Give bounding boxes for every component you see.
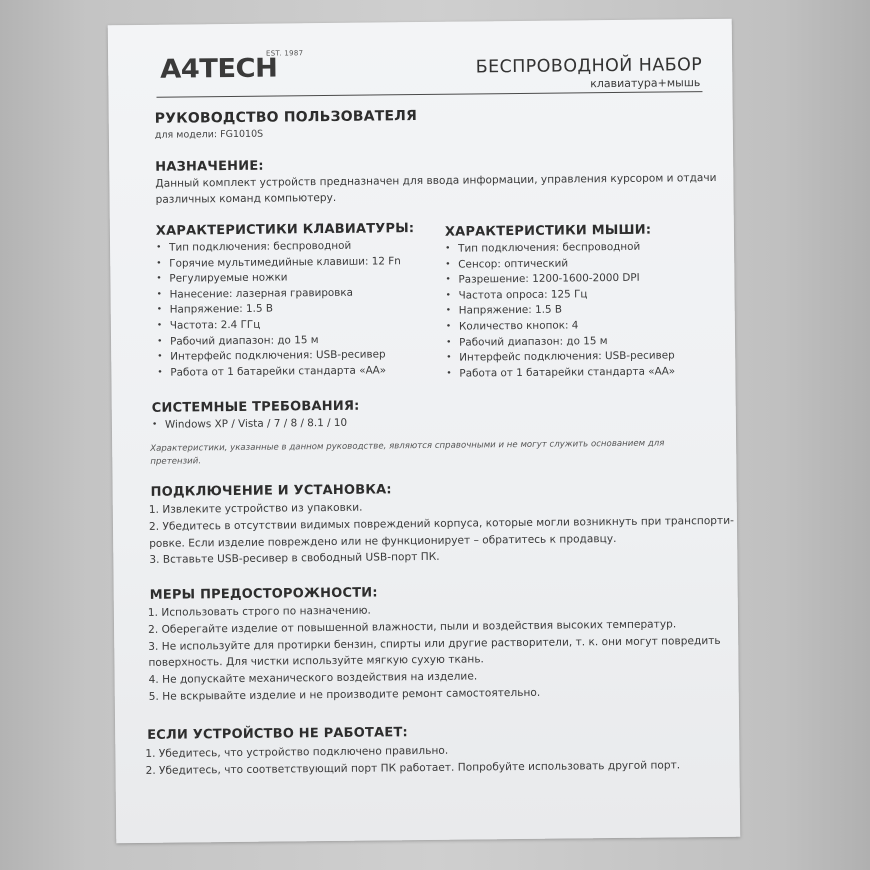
- purpose-line-1: Данный комплект устройств предназначен для ввода информации, управления курсором и отдачи: [155, 171, 717, 190]
- keyboard-spec-item: • Напряжение: 1.5 В: [157, 301, 402, 319]
- system-requirement-item: • Windows XP / Vista / 7 / 8 / 8.1 / 10: [152, 416, 347, 434]
- precautions-list: [148, 599, 721, 706]
- troubleshooting-list: [145, 740, 680, 779]
- installation-heading: ПОДКЛЮЧЕНИЕ И УСТАНОВКА:: [150, 482, 392, 500]
- mouse-spec-item: • Рабочий диапазон: до 15 м: [446, 333, 675, 351]
- mouse-specs-list: [445, 239, 675, 382]
- disclaimer-note: Характеристики, указанные в данном руководстве, являются справочными и не могут служить основанием для претензий.: [150, 438, 665, 467]
- installation-step: 2. Убедитесь в отсутствии видимых повреждений корпуса, которые могли возникнуть при транспорти-: [148, 514, 734, 533]
- logo-est-label: EST. 1987: [265, 49, 304, 58]
- precaution-item: 2. Оберегайте изделие от повышенной влажности, пыли и воздействия высоких температур.: [148, 618, 677, 636]
- keyboard-spec-item: • Интерфейс подключения: USB-ресивер: [157, 347, 402, 365]
- troubleshooting-item: 1. Убедитесь, что устройство подключено правильно.: [145, 744, 449, 760]
- model-line: для модели: FG1010S: [154, 128, 264, 141]
- mouse-spec-item: • Частота опроса: 125 Гц: [446, 286, 675, 304]
- header-divider: [156, 91, 702, 98]
- mouse-spec-item: • Количество кнопок: 4: [446, 317, 675, 335]
- keyboard-specs-heading: ХАРАКТЕРИСТИКИ КЛАВИАТУРЫ:: [155, 221, 415, 239]
- manual-title: РУКОВОДСТВО ПОЛЬЗОВАТЕЛЯ: [154, 108, 418, 127]
- installation-step: 3. Вставьте USB-ресивер в свободный USB-порт ПК.: [149, 551, 440, 567]
- installation-step: 1. Извлеките устройство из упаковки.: [148, 501, 363, 516]
- precaution-item: 3. Не используйте для протирки бензин, спирты или другие растворители, т. к. они могут повредить: [148, 634, 721, 653]
- precautions-heading: МЕРЫ ПРЕДОСТОРОЖНОСТИ:: [149, 585, 378, 603]
- system-requirements-heading: СИСТЕМНЫЕ ТРЕБОВАНИЯ:: [151, 398, 360, 416]
- keyboard-spec-item: • Нанесение: лазерная гравировка: [156, 285, 401, 303]
- keyboard-specs-list: [156, 238, 402, 381]
- mouse-spec-item: • Интерфейс подключения: USB-ресивер: [446, 349, 675, 367]
- mouse-spec-item: • Напряжение: 1.5 В: [446, 302, 675, 320]
- manual-sheet: [108, 19, 741, 843]
- keyboard-spec-item: • Горячие мультимедийные клавиши: 12 Fn: [156, 254, 401, 272]
- troubleshooting-heading: ЕСЛИ УСТРОЙСТВО НЕ РАБОТАЕТ:: [147, 725, 408, 743]
- system-requirements-list: [152, 416, 347, 434]
- keyboard-spec-item: • Регулируемые ножки: [156, 269, 401, 287]
- purpose-heading: НАЗНАЧЕНИЕ:: [155, 158, 264, 175]
- logo-wordmark: A4TECH: [160, 53, 278, 85]
- mouse-spec-item: • Тип подключения: беспроводной: [445, 239, 674, 257]
- product-subtitle: клавиатура+мышь: [590, 76, 701, 91]
- product-title: БЕСПРОВОДНОЙ НАБОР: [475, 55, 703, 78]
- precaution-item: 5. Не вскрывайте изделие и не производите ремонт самостоятельно.: [148, 686, 541, 703]
- mouse-spec-item: • Работа от 1 батарейки стандарта «АА»: [446, 364, 675, 382]
- mouse-spec-item: • Сенсор: оптический: [445, 255, 674, 273]
- troubleshooting-item: 2. Убедитесь, что соответствующий порт ПК работает. Попробуйте использовать другой порт.: [145, 759, 681, 777]
- keyboard-spec-item: • Тип подключения: беспроводной: [156, 238, 401, 256]
- mouse-spec-item: • Разрешение: 1200-1600-2000 DPI: [445, 271, 674, 289]
- keyboard-spec-item: • Работа от 1 батарейки стандарта «АА»: [157, 363, 402, 381]
- purpose-line-2: различных команд компьютеру.: [155, 191, 337, 206]
- installation-step: ровке. Если изделие повреждено или не функционирует – обратитесь к продавцу.: [149, 532, 617, 550]
- precaution-item: 4. Не допускайте механического воздействия на изделие.: [148, 670, 478, 687]
- mouse-specs-heading: ХАРАКТЕРИСТИКИ МЫШИ:: [444, 222, 652, 240]
- keyboard-spec-item: • Рабочий диапазон: до 15 м: [157, 332, 402, 350]
- keyboard-spec-item: • Частота: 2.4 ГГц: [157, 316, 402, 334]
- precaution-item: поверхность. Для чистки используйте мягкую сухую ткань.: [148, 653, 484, 670]
- installation-steps: [149, 496, 735, 569]
- precaution-item: 1. Использовать строго по назначению.: [147, 604, 371, 619]
- a4tech-logo: [160, 49, 320, 85]
